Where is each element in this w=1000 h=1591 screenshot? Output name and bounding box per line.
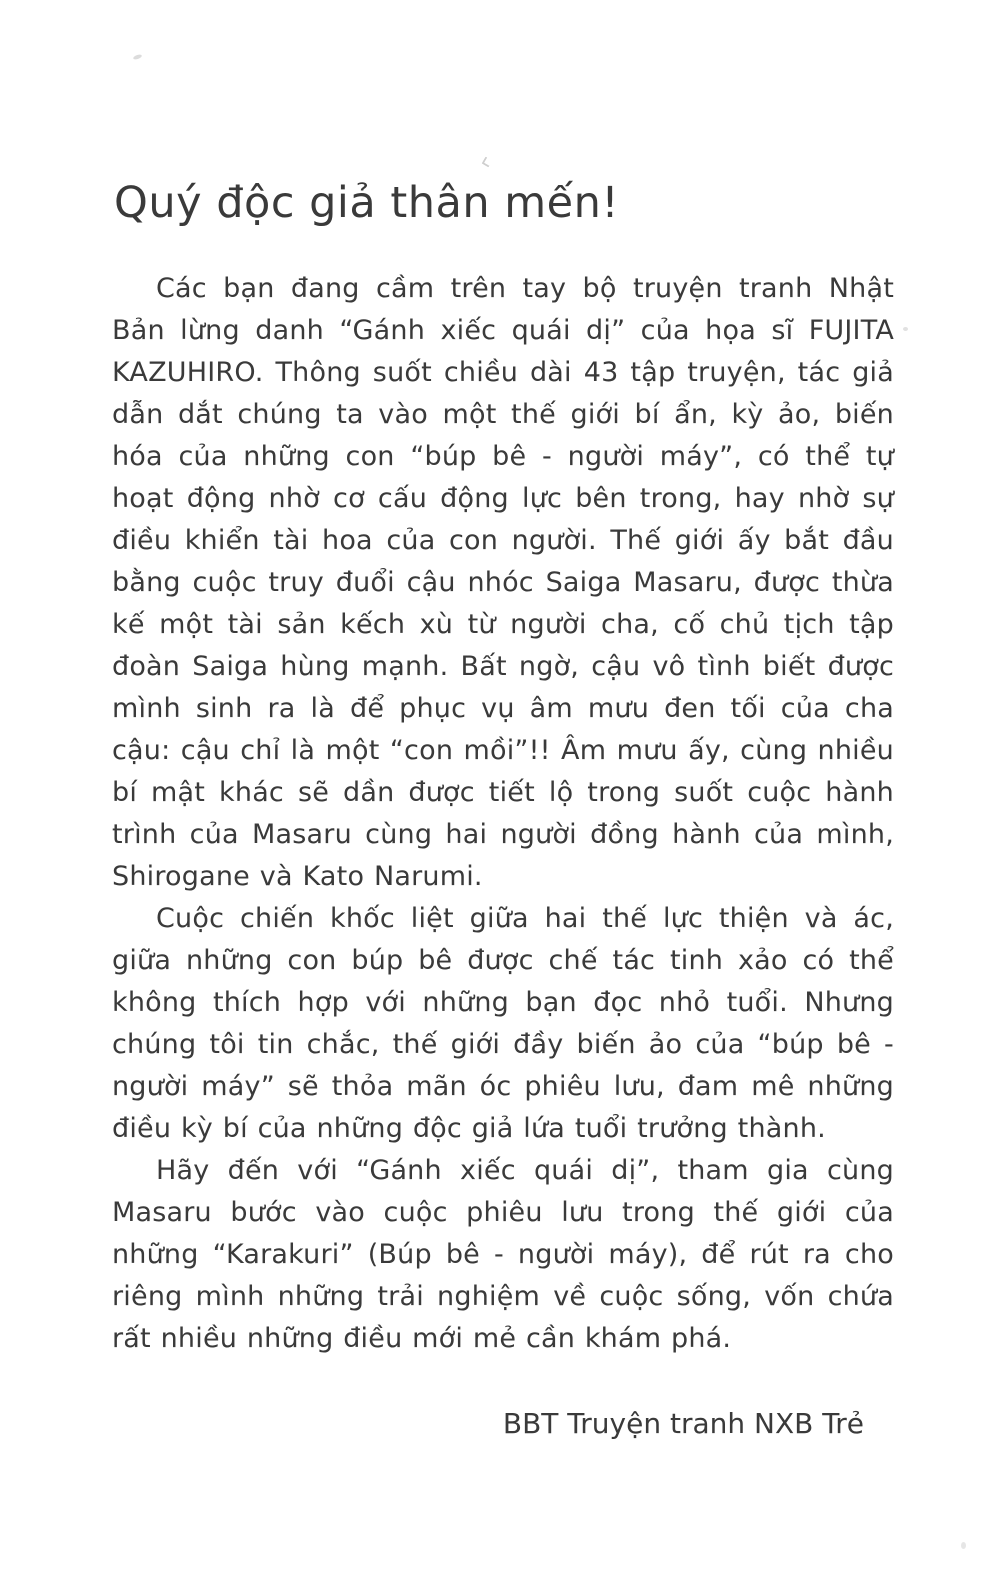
paragraph-2: Cuộc chiến khốc liệt giữa hai thế lực thiện và ác, giữa những con búp bê được chế tác tinh xảo có thể không thích hợp với những bạn đọc nhỏ tuổi. Nhưng chúng tôi tin chắc, thế giới đầy biến ảo của “búp bê - người máy” sẽ thỏa mãn óc phiêu lưu, đam mê những điều kỳ bí của những độc giả lứa tuổi trưởng thành.	[112, 903, 894, 1144]
signature: BBT Truyện tranh NXB Trẻ	[502, 1407, 864, 1440]
scan-speck	[133, 54, 143, 61]
paragraph-1: Các bạn đang cầm trên tay bộ truyện tranh Nhật Bản lừng danh “Gánh xiếc quái dị” của họa sĩ FUJITA KAZUHIRO. Thông suốt chiều dài 43 tập truyện, tác giả dẫn dắt chúng ta vào một thế giới bí ẩn, kỳ ảo, biến hóa của những con “búp bê - người máy”, có thể tự hoạt động nhờ cơ cấu động lực bên trong, hay nhờ sự điều khiển tài hoa của con người. Thế giới ấy bắt đầu bằng cuộc truy đuổi cậu nhóc Saiga Masaru, được thừa kế một tài sản kếch xù từ người cha, cố chủ tịch tập đoàn Saiga hùng mạnh. Bất ngờ, cậu vô tình biết được mình sinh ra là để phục vụ âm mưu đen tối của cha cậu: cậu chỉ là một “con mồi”!! Âm mưu ấy, cùng nhiều bí mật khác sẽ dần được tiết lộ trong suốt cuộc hành trình của Masaru cùng hai người đồng hành của mình, Shirogane và Kato Narumi.	[112, 273, 894, 892]
letter-body	[112, 268, 894, 1360]
scan-speck	[482, 157, 493, 168]
page-content	[112, 178, 894, 1444]
page-title: Quý độc giả thân mến!	[114, 178, 620, 228]
scan-speck	[903, 327, 908, 331]
scan-speck	[961, 1542, 966, 1549]
paragraph-3: Hãy đến với “Gánh xiếc quái dị”, tham gia cùng Masaru bước vào cuộc phiêu lưu trong thế giới của những “Karakuri” (Búp bê - người máy), để rút ra cho riêng mình những trải nghiệm về cuộc sống, vốn chứa rất nhiều những điều mới mẻ cần khám phá.	[112, 1155, 894, 1354]
